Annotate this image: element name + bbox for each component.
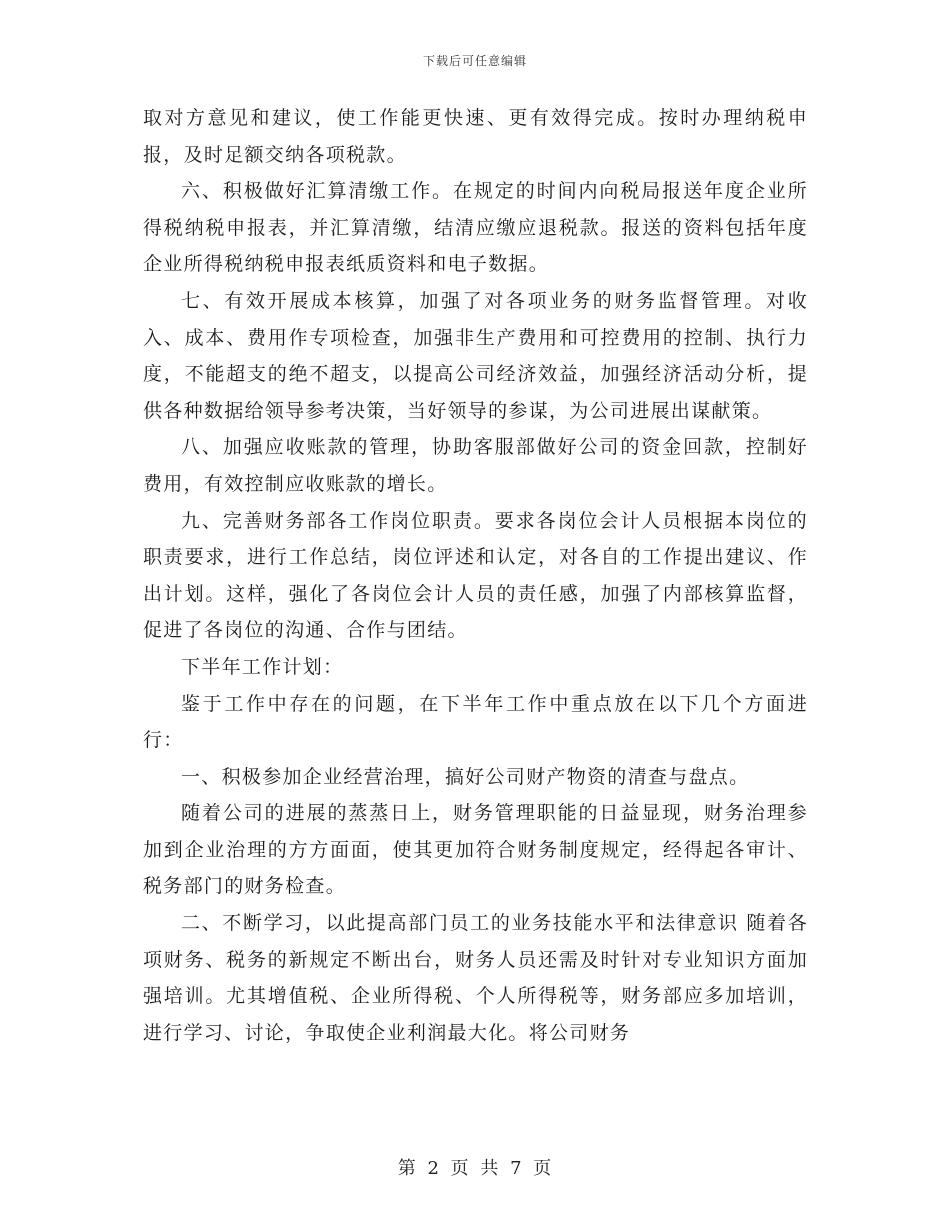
paragraph-plan-1: 一、积极参加企业经营治理，搞好公司财产物资的清查与盘点。 bbox=[181, 765, 750, 788]
paragraph-plan-1-detail: 随着公司的进展的蒸蒸日上，财务管理职能的日益显现，财务治理参加到企业治理的方方面面，使其更加符合财务制度规定，经得起各审计、税务部门的财务检查。 bbox=[143, 802, 808, 898]
paragraph-item-7: 七、有效开展成本核算，加强了对各项业务的财务监督管理。对收入、成本、费用作专项检查，加强非生产费用和可控费用的控制、执行力度，不能超支的绝不超支，以提高公司经济效益，加强经济活动分析，提供各种数据给领导参考决策，当好领导的参谋，为公司进展出谋献策。 bbox=[143, 289, 808, 422]
paragraph-item-9: 九、完善财务部各工作岗位职责。要求各岗位会计人员根据本岗位的职责要求，进行工作总结，岗位评述和认定，对各自的工作提出建议、作出计划。这样，强化了各岗位会计人员的责任感，加强了内部核算监督，促进了各岗位的沟通、合作与团结。 bbox=[143, 509, 808, 642]
section-heading-plan: 下半年工作计划： bbox=[181, 655, 344, 678]
paragraph-item-6: 六、积极做好汇算清缴工作。在规定的时间内向税局报送年度企业所得税纳税申报表，并汇算清缴，结清应缴应退税款。报送的资料包括年度企业所得税纳税申报表纸质资料和电子数据。 bbox=[143, 180, 808, 276]
paragraph-continued: 取对方意见和建议，使工作能更快速、更有效得完成。按时办理纳税申报，及时足额交纳各项税款。 bbox=[143, 107, 808, 166]
page-number: 第 2 页 共 7 页 bbox=[397, 1158, 553, 1179]
paragraph-plan-2: 二、不断学习，以此提高部门员工的业务技能水平和法律意识 随着各项财务、税务的新规定不断出台，财务人员还需及时针对专业知识方面加强培训。尤其增值税、企业所得税、个人所得税等，财务部应多加培训，进行学习、讨论，争取使企业利润最大化。将公司财务 bbox=[143, 912, 808, 1044]
document-body bbox=[143, 100, 808, 1051]
paragraph-plan-intro: 鉴于工作中存在的问题，在下半年工作中重点放在以下几个方面进行： bbox=[143, 692, 808, 752]
paragraph-item-8: 八、加强应收账款的管理，协助客服部做好公司的资金回款，控制好费用，有效控制应收账款的增长。 bbox=[143, 436, 808, 495]
page-header: 下载后可任意编辑 bbox=[422, 54, 527, 68]
